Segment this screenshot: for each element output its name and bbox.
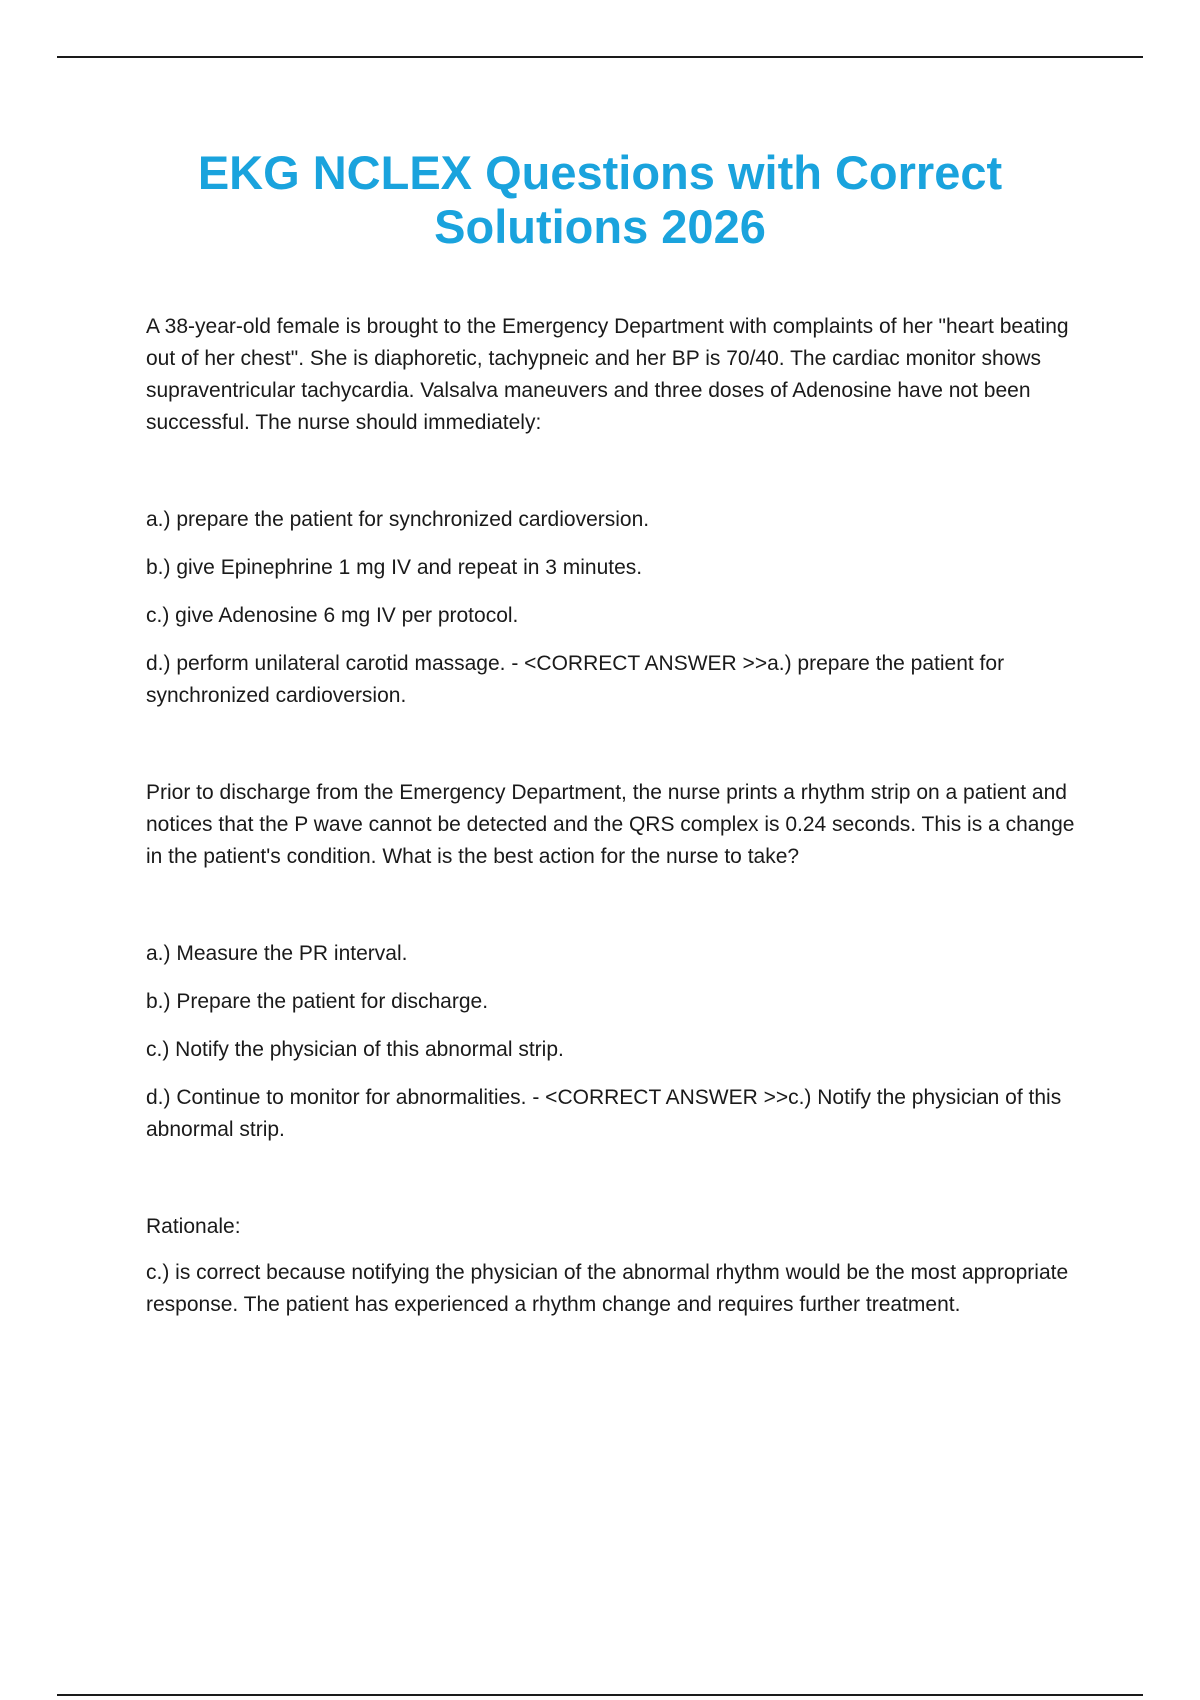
question-1-option-d: d.) perform unilateral carotid massage. - <CORRECT ANSWER >>a.) prepare the patient for synchronized cardioversion. <box>146 652 1005 707</box>
question-2-stem: Prior to discharge from the Emergency Department, the nurse prints a rhythm strip on a patient and notices that the P wave cannot be detected and the QRS complex is 0.24 seconds. This is a change in the patient's condition. What is the best action for the nurse to take? <box>146 781 1075 868</box>
document-title <box>0 146 1200 254</box>
question-1-option-c: c.) give Adenosine 6 mg IV per protocol. <box>146 604 519 627</box>
rationale-text: c.) is correct because notifying the physician of the abnormal rhythm would be the most appropriate response. The patient has experienced a rhythm change and requires further treatment. <box>146 1261 1069 1316</box>
title-line-1: EKG NCLEX Questions with Correct <box>197 146 1003 199</box>
question-2-option-a: a.) Measure the PR interval. <box>146 942 408 965</box>
top-rule <box>57 56 1143 58</box>
rationale-label: Rationale: <box>146 1215 241 1238</box>
document-body <box>146 311 1096 1321</box>
question-1-stem: A 38-year-old female is brought to the Emergency Department with complaints of her "heart beating out of her chest". She is diaphoretic, tachypneic and her BP is 70/40. The cardiac monitor shows supraventricular tachycardia. Valsalva maneuvers and three doses of Adenosine have not been successful. The nurse should immediately: <box>146 315 1069 434</box>
question-2-option-d: d.) Continue to monitor for abnormalities. - <CORRECT ANSWER >>c.) Notify the physician of this abnormal strip. <box>146 1086 1062 1141</box>
question-1-option-a: a.) prepare the patient for synchronized cardioversion. <box>146 508 650 531</box>
bottom-rule <box>57 1694 1143 1696</box>
title-line-2: Solutions 2026 <box>434 200 766 253</box>
question-2-option-c: c.) Notify the physician of this abnormal strip. <box>146 1038 564 1061</box>
question-1-option-b: b.) give Epinephrine 1 mg IV and repeat in 3 minutes. <box>146 556 643 579</box>
question-2-option-b: b.) Prepare the patient for discharge. <box>146 990 489 1013</box>
